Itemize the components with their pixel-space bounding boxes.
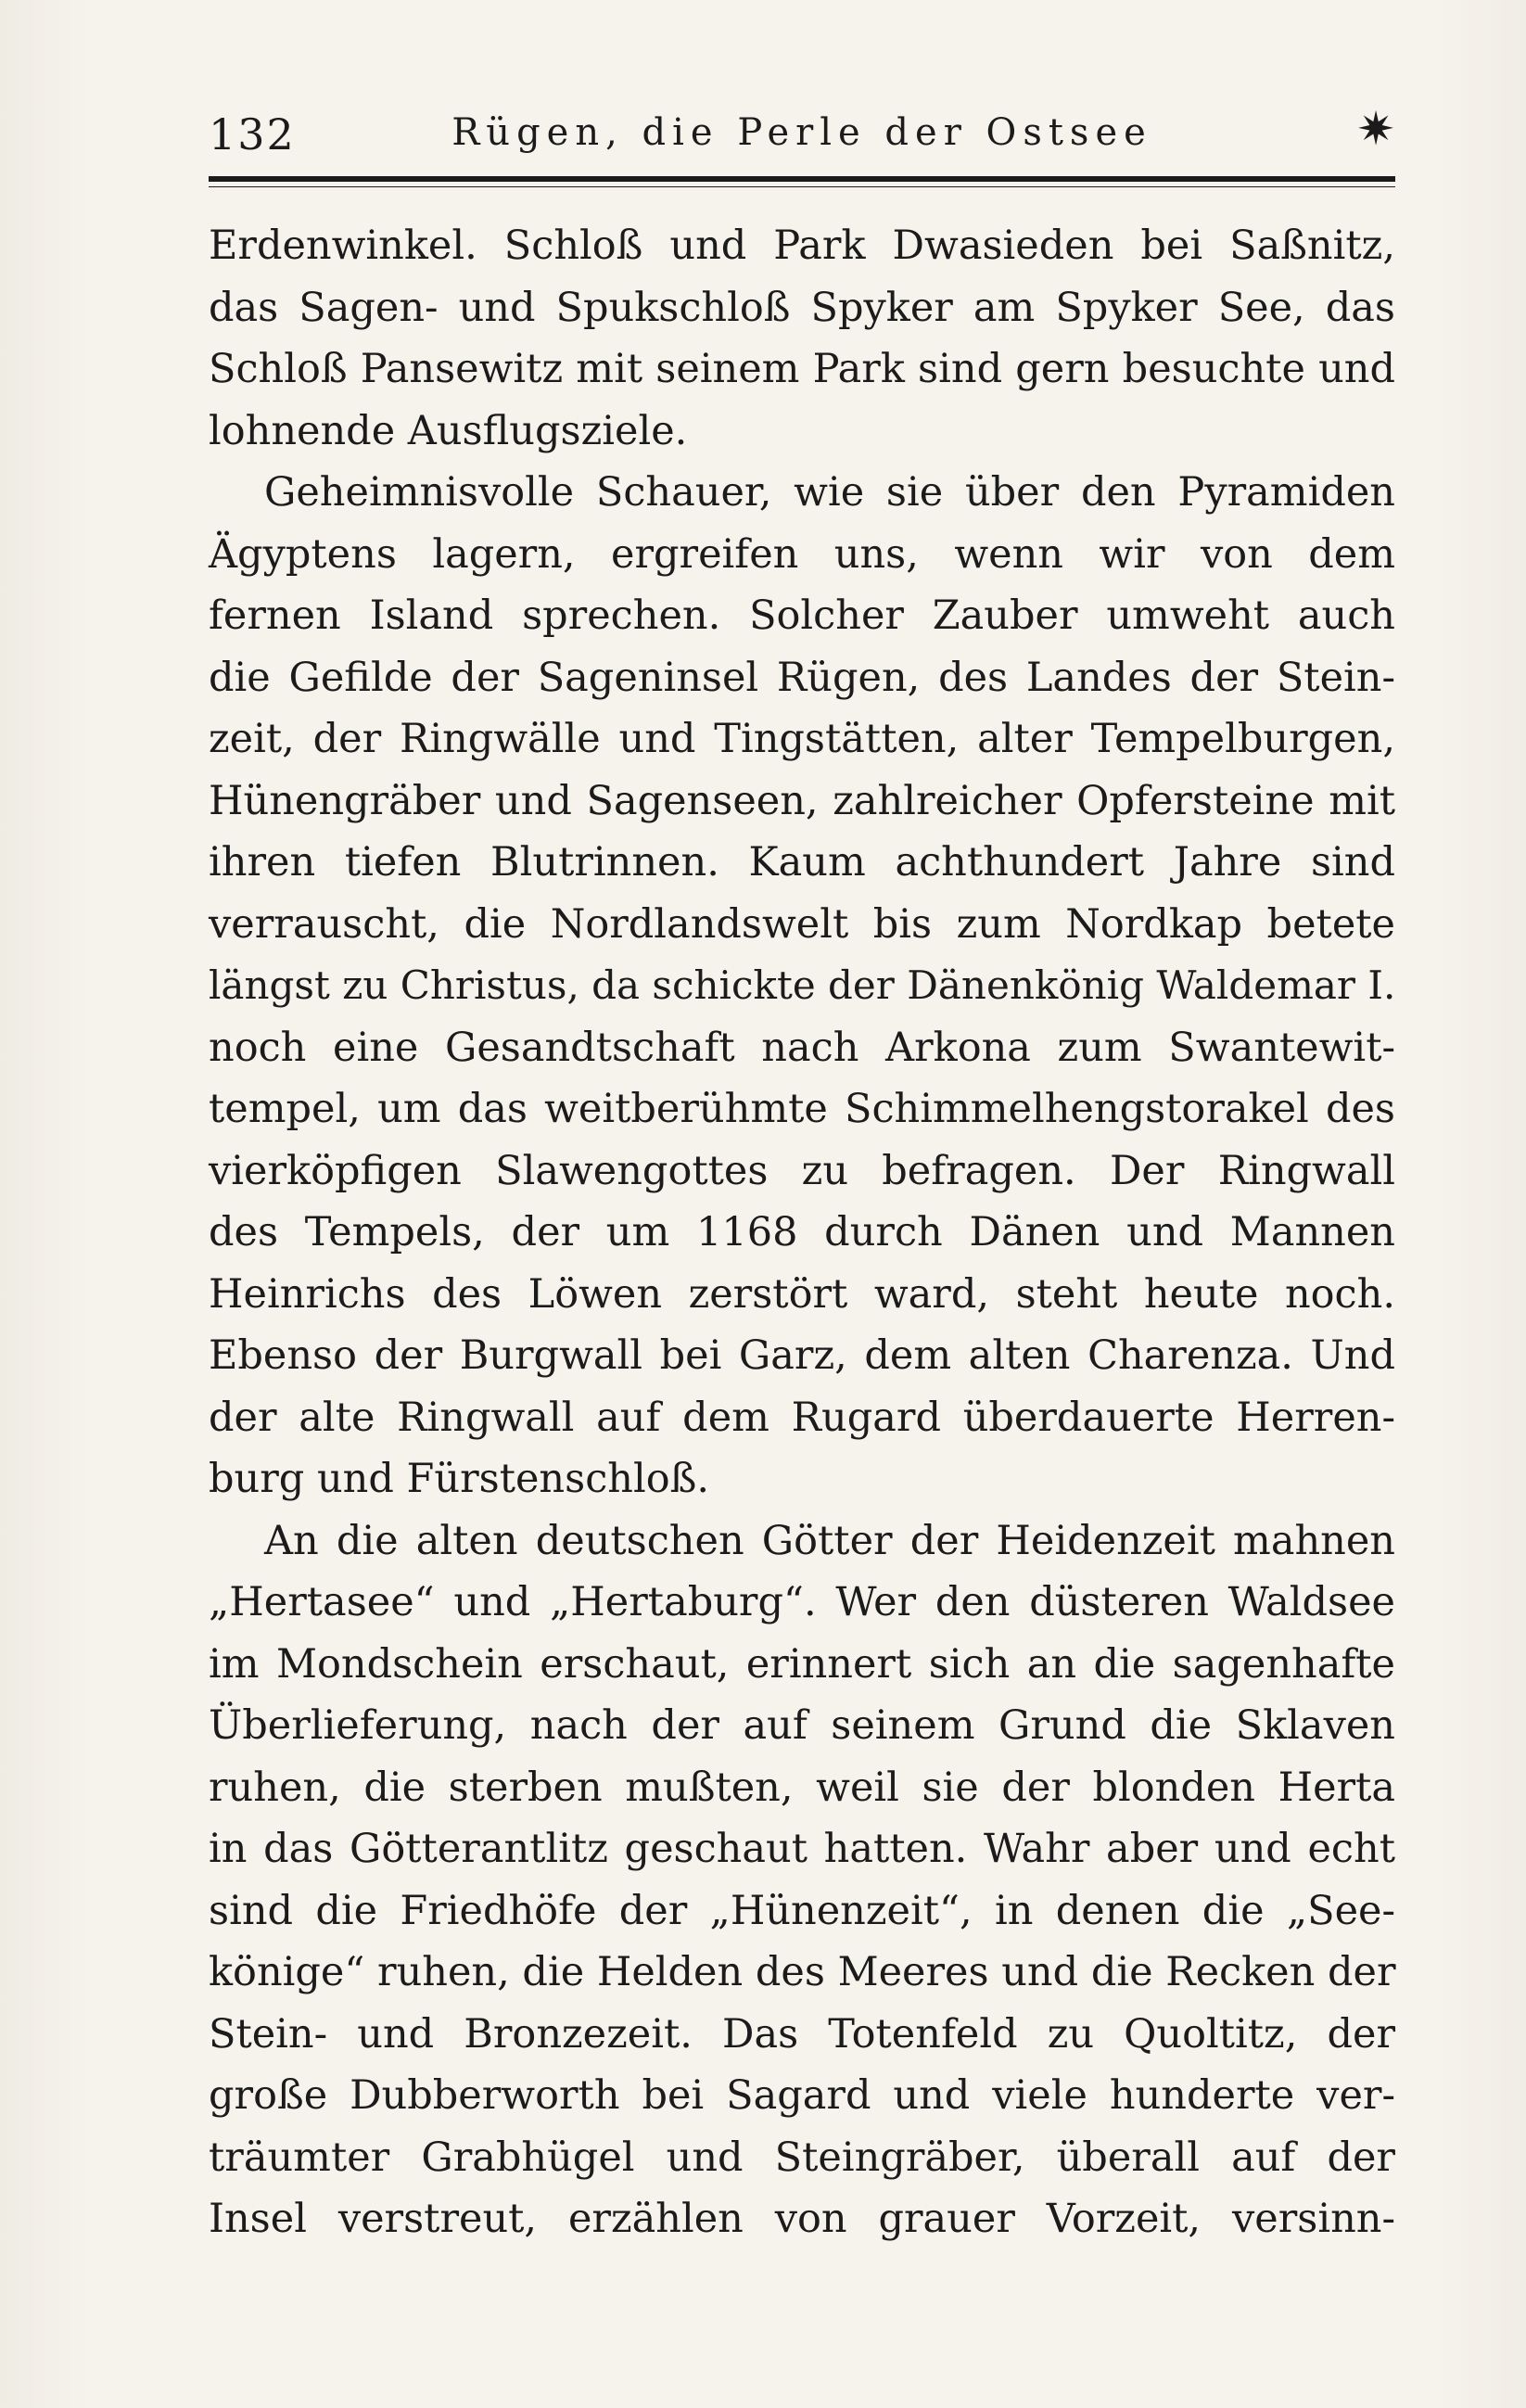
text-line: ruhen, die sterben mußten, weil sie der blonden Herta bbox=[209, 1764, 1395, 1811]
text-line: vierköpfigen Slawengottes zu befragen. Der Ringwall bbox=[209, 1147, 1395, 1194]
text-line: Insel verstreut, erzählen von grauer Vorzeit, versinn- bbox=[209, 2196, 1395, 2242]
text-line: Erdenwinkel. Schloß und Park Dwasieden bei Saßnitz, bbox=[209, 223, 1395, 269]
text-line: im Mondschein erschaut, erinnert sich an die sagenhafte bbox=[209, 1640, 1395, 1688]
star-ornament-icon: ✷ bbox=[1356, 102, 1395, 156]
text-line: Geheimnisvolle Schauer, wie sie über den Pyramiden bbox=[264, 469, 1395, 516]
text-line: könige“ ruhen, die Helden des Meeres und die Recken der bbox=[209, 1949, 1396, 1995]
text-line: Ägyptens lagern, ergreifen uns, wenn wir von dem bbox=[209, 530, 1395, 578]
text-line: träumter Grabhügel und Steingräber, überall auf der bbox=[209, 2134, 1395, 2181]
text-line: Überlieferung, nach der auf seinem Grund die Sklaven bbox=[209, 1702, 1395, 1749]
text-line: Ebenso der Burgwall bei Garz, dem alten Charenza. Und bbox=[209, 1332, 1395, 1379]
text-line: fernen Island sprechen. Solcher Zauber umweht auch bbox=[209, 592, 1395, 639]
text-line: An die alten deutschen Götter der Heidenzeit mahnen bbox=[264, 1517, 1395, 1564]
page-number: 132 bbox=[209, 109, 296, 159]
text-line: der alte Ringwall auf dem Rugard überdauerte Herren- bbox=[209, 1394, 1395, 1441]
text-line: Schloß Pansewitz mit seinem Park sind gern besuchte und bbox=[209, 346, 1395, 392]
text-line: lohnende Ausflugsziele. bbox=[209, 407, 688, 454]
text-line: Hünengräber und Sagenseen, zahlreicher Opfersteine mit bbox=[209, 777, 1395, 824]
running-title: Rügen, die Perle der Ostsee bbox=[451, 111, 1152, 154]
body-text bbox=[209, 215, 1395, 2250]
text-line: in das Götterantlitz geschaut hatten. Wahr aber und echt bbox=[209, 1826, 1395, 1872]
text-line: die Gefilde der Sageninsel Rügen, des Landes der Stein- bbox=[209, 654, 1395, 701]
text-line: große Dubberworth bei Sagard und viele hunderte ver- bbox=[209, 2072, 1395, 2119]
text-line: Stein- und Bronzezeit. Das Totenfeld zu Quoltitz, der bbox=[209, 2010, 1395, 2058]
header-rule-thin bbox=[209, 186, 1395, 187]
text-line: tempel, um das weitberühmte Schimmelhengstorakel des bbox=[209, 1086, 1395, 1132]
text-line: längst zu Christus, da schickte der Dänenkönig Waldemar I. bbox=[209, 962, 1396, 1008]
text-line: Heinrichs des Löwen zerstört ward, steht heute noch. bbox=[209, 1270, 1395, 1318]
text-line: „Hertasee“ und „Hertaburg“. Wer den düsteren Waldsee bbox=[209, 1579, 1395, 1625]
text-line: sind die Friedhöfe der „Hünenzeit“, in denen die „See- bbox=[209, 1887, 1395, 1934]
text-line: zeit, der Ringwälle und Tingstätten, alter Tempelburgen, bbox=[209, 716, 1395, 762]
text-line: das Sagen- und Spukschloß Spyker am Spyker See, das bbox=[209, 284, 1395, 331]
text-line: des Tempels, der um 1168 durch Dänen und Mannen bbox=[209, 1209, 1395, 1255]
text-line: noch eine Gesandtschaft nach Arkona zum Swantewit- bbox=[209, 1024, 1395, 1071]
text-line: ihren tiefen Blutrinnen. Kaum achthundert Jahre sind bbox=[209, 839, 1395, 885]
header-rule-thick bbox=[209, 176, 1395, 182]
page-header bbox=[209, 102, 1395, 165]
text-line: verrauscht, die Nordlandswelt bis zum Nordkap betete bbox=[209, 900, 1395, 948]
text-line: burg und Fürstenschloß. bbox=[209, 1456, 709, 1502]
